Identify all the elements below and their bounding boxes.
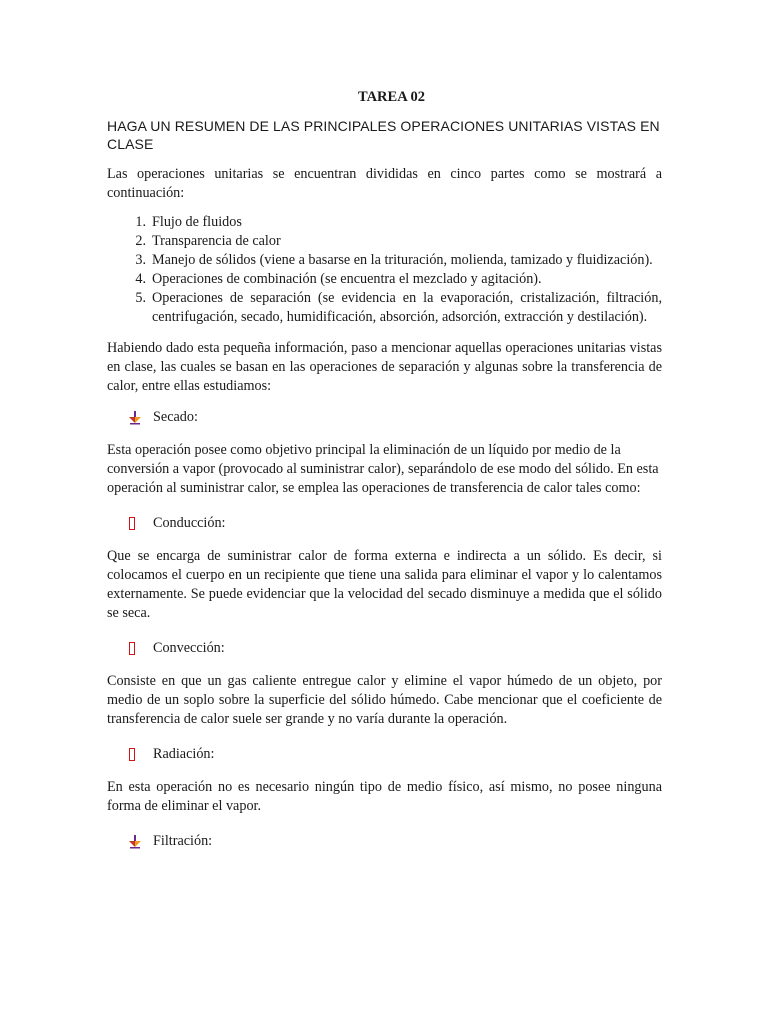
list-item xyxy=(107,232,662,251)
assignment-heading: HAGA UN RESUMEN DE LAS PRINCIPALES OPERACIONES UNITARIAS VISTAS EN CLASE xyxy=(107,118,660,152)
filtracion-bullet xyxy=(107,832,662,851)
document-page xyxy=(107,88,662,865)
list-item-text: Flujo de fluidos xyxy=(152,214,242,230)
list-number: 4. xyxy=(135,271,146,287)
secado-label: Secado: xyxy=(153,409,198,425)
list-item-text: Operaciones de separación (se evidencia en la evaporación, cristalización, filtración, centrifugación, secado, humidificación, absorción, adsorción, extracción y destilación). xyxy=(152,290,662,325)
intro-paragraph: Las operaciones unitarias se encuentran divididas en cinco partes como se mostrará a continuación: xyxy=(107,166,662,201)
red-box-bullet-icon xyxy=(129,517,153,530)
list-item-text: Operaciones de combinación (se encuentra el mezclado y agitación). xyxy=(152,271,542,287)
conveccion-description: Consiste en que un gas caliente entregue calor y elimine el vapor húmedo de un objeto, por medio de un soplo sobre la superficie del sólido húmedo. Cabe mencionar que el coeficiente de transferencia de calor suele ser grande y no varía durante la operación. xyxy=(107,673,662,727)
red-box-bullet-icon xyxy=(129,748,153,761)
conduccion-label: Conducción: xyxy=(153,515,226,531)
list-number: 2. xyxy=(135,233,146,249)
document-title: TAREA 02 xyxy=(357,89,425,105)
radiacion-description: En esta operación no es necesario ningún tipo de medio físico, así mismo, no posee ninguna forma de eliminar el vapor. xyxy=(107,779,662,814)
list-item-text: Transparencia de calor xyxy=(152,233,281,249)
list-number: 3. xyxy=(135,252,146,268)
list-number: 1. xyxy=(135,214,146,230)
conduccion-bullet xyxy=(107,514,662,533)
list-item xyxy=(107,270,662,289)
list-number: 5. xyxy=(135,290,146,306)
operations-list xyxy=(107,213,662,327)
transition-paragraph: Habiendo dado esta pequeña información, paso a mencionar aquellas operaciones unitarias vistas en clase, las cuales se basan en las operaciones de separación y algunas sobre la transferencia de calor, entre ellas estudiamos: xyxy=(107,340,662,394)
list-item xyxy=(107,289,662,327)
secado-description: Esta operación posee como objetivo principal la eliminación de un líquido por medio de la conversión a vapor (provocado al suministrar calor), separándolo de ese modo del sólido. En esta operación al suministrar calor, se emplea las operaciones de transferencia de calor tales como: xyxy=(107,442,659,496)
secado-bullet xyxy=(107,408,662,427)
list-item xyxy=(107,213,662,232)
radiacion-label: Radiación: xyxy=(153,746,215,762)
list-item-text: Manejo de sólidos (viene a basarse en la trituración, molienda, tamizado y fluidización). xyxy=(152,252,653,268)
list-item xyxy=(107,251,662,270)
red-box-bullet-icon xyxy=(129,642,153,655)
radiacion-bullet xyxy=(107,745,662,764)
colored-arrow-bullet-icon xyxy=(129,835,153,849)
conveccion-label: Convección: xyxy=(153,640,225,656)
filtracion-label: Filtración: xyxy=(153,833,213,849)
conduccion-description: Que se encarga de suministrar calor de forma externa e indirecta a un sólido. Es decir, si colocamos el cuerpo en un recipiente que tiene una salida para eliminar el vapor y lo calentamos externamente. Se puede evidenciar que la velocidad del secado disminuye a medida que el sólido se seca. xyxy=(107,548,662,621)
conveccion-bullet xyxy=(107,639,662,658)
colored-arrow-bullet-icon xyxy=(129,411,153,425)
